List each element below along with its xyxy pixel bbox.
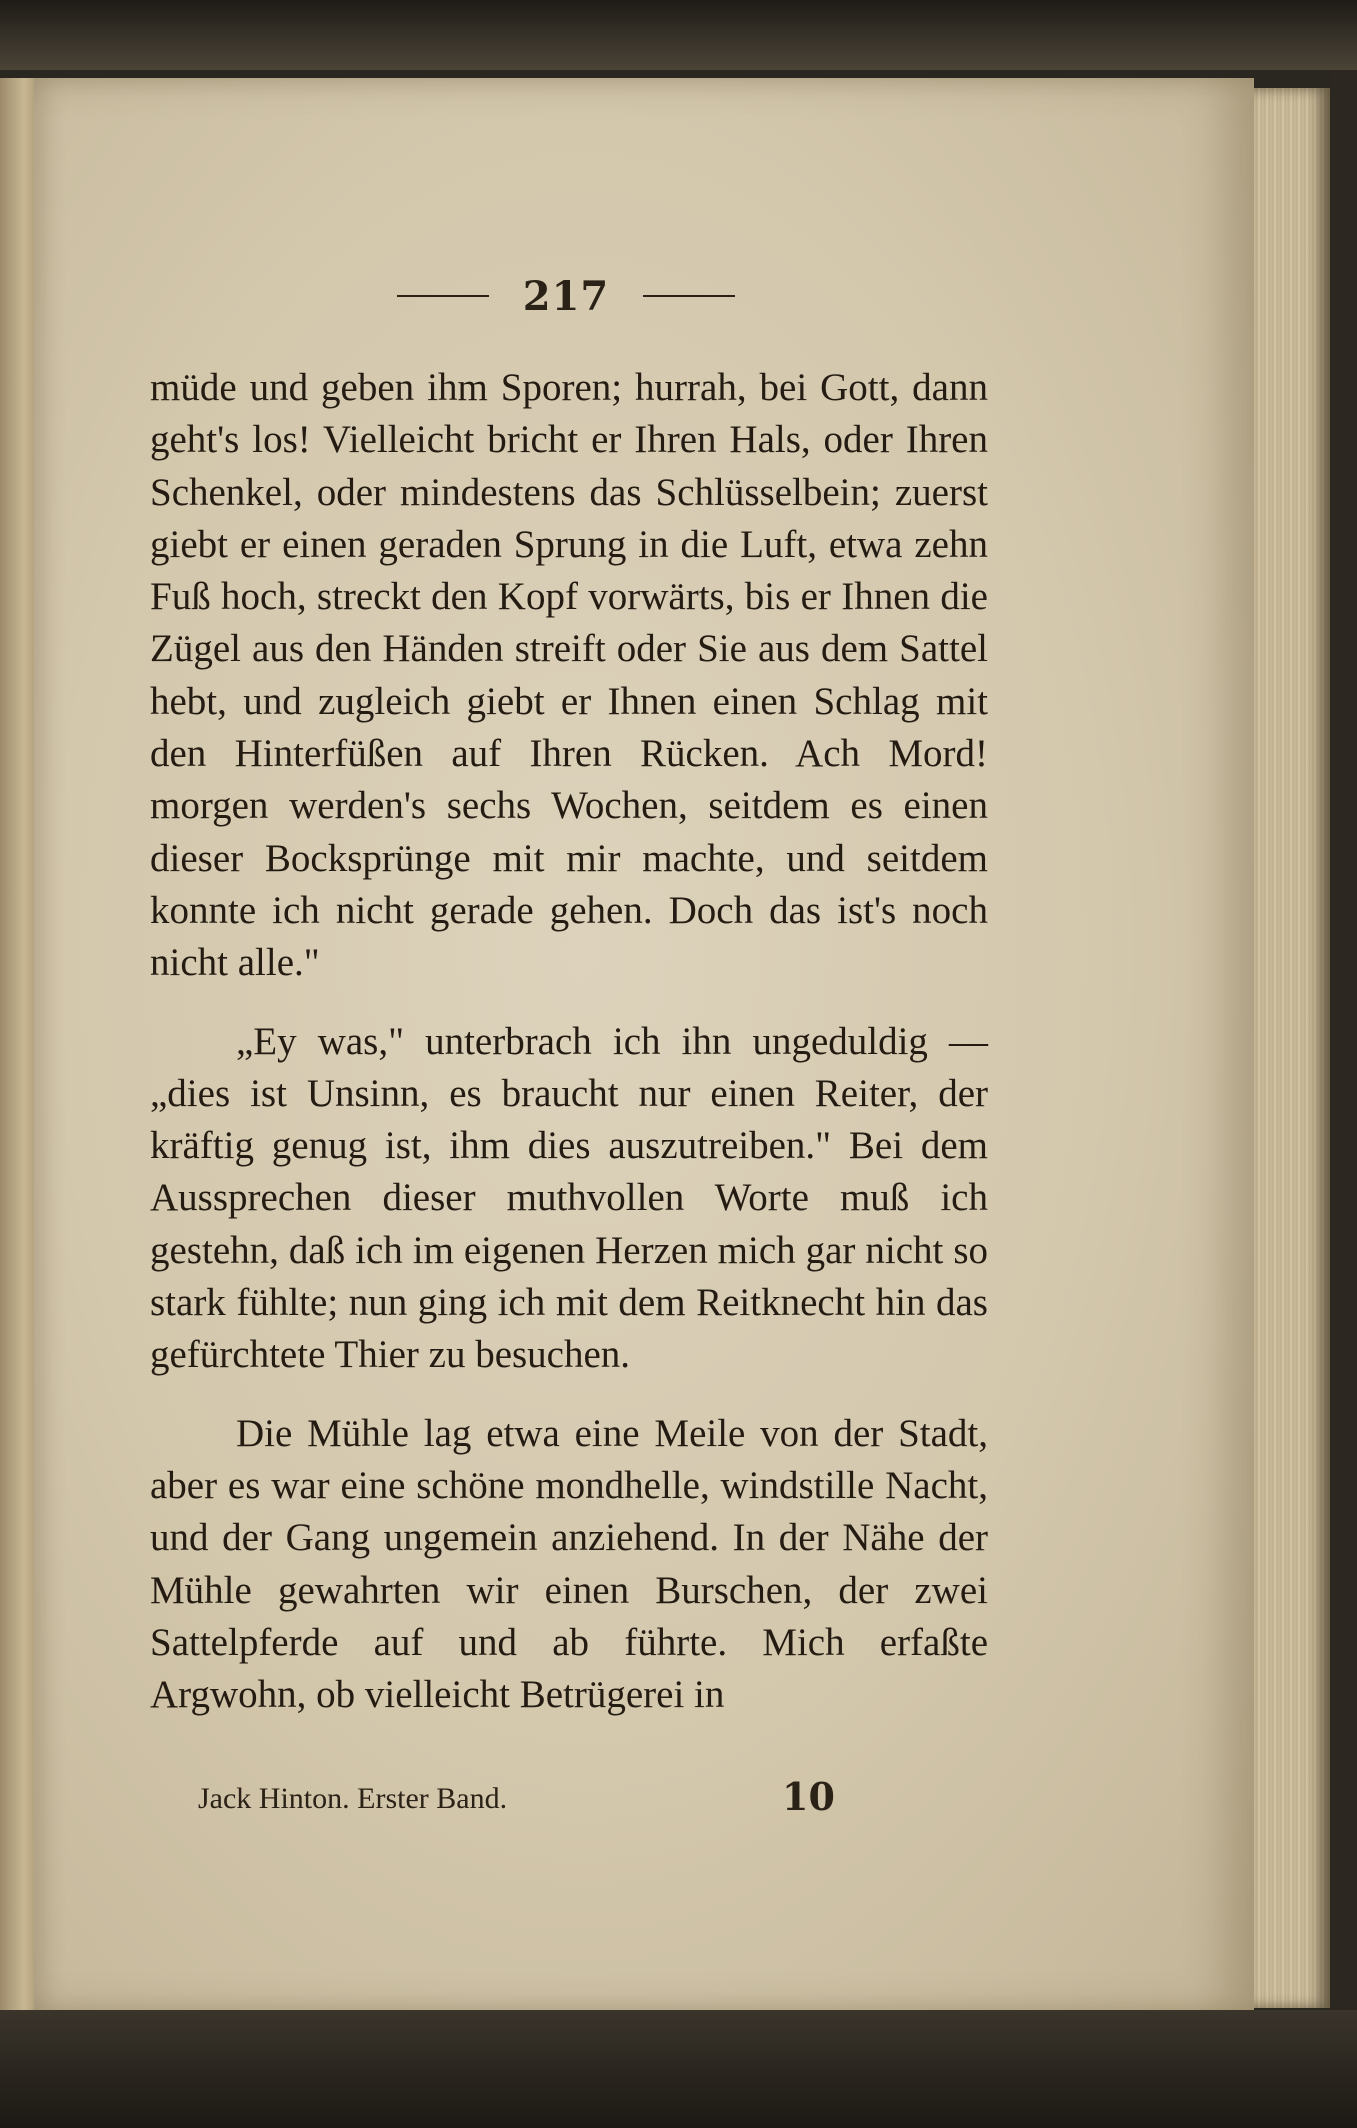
page-header	[386, 268, 746, 324]
header-rule-right	[643, 295, 735, 297]
facing-page-edge	[0, 78, 34, 2018]
book-top-edge	[0, 0, 1357, 70]
body-text	[150, 362, 988, 1721]
book-cover-shadow	[1330, 70, 1357, 2020]
page-stack-edges	[1254, 88, 1330, 2008]
signature-number: 10	[782, 1774, 835, 1819]
book-bottom-edge	[0, 2010, 1357, 2128]
page-footer	[198, 1774, 988, 1830]
header-rule-left	[397, 295, 489, 297]
page-number: 217	[522, 272, 610, 320]
paragraph-1: müde und geben ihm Sporen; hurrah, bei Gott, dann geht's los! Vielleicht bricht er Ihren Hals, oder Ihren Schenkel, oder mindestens das Schlüsselbein; zuerst giebt er einen geraden Sprung in die Luft, etwa zehn Fuß hoch, streckt den Kopf vorwärts, bis er Ihnen die Zügel aus den Händen streift oder Sie aus dem Sattel hebt, und zugleich giebt er Ihnen einen Schlag mit den Hinterfüßen auf Ihren Rücken. Ach Mord! morgen werden's sechs Wochen, seitdem es einen dieser Bocksprünge mit mir machte, und seitdem konnte ich nicht gerade gehen. Doch das ist's noch nicht alle."	[150, 366, 988, 985]
paragraph-2: „Ey was," unterbrach ich ihn ungeduldig — „dies ist Unsinn, es braucht nur einen Reiter, der kräftig genug ist, ihm dies auszutreiben." Bei dem Aussprechen dieser muthvollen Worte muß ich gestehn, daß ich im eigenen Herzen mich gar nicht so stark fühlte; nun ging ich mit dem Reitknecht hin das gefürchtete Thier zu besuchen.	[150, 1019, 988, 1377]
signature-title: Jack Hinton. Erster Band.	[198, 1782, 508, 1815]
paragraph-3: Die Mühle lag etwa eine Meile von der Stadt, aber es war eine schöne mondhelle, windstille Nacht, und der Gang ungemein anziehend. In der Nähe der Mühle gewahrten wir einen Burschen, der zwei Sattelpferde auf und ab führte. Mich erfaßte Argwohn, ob vielleicht Betrügerei in	[150, 1411, 988, 1717]
